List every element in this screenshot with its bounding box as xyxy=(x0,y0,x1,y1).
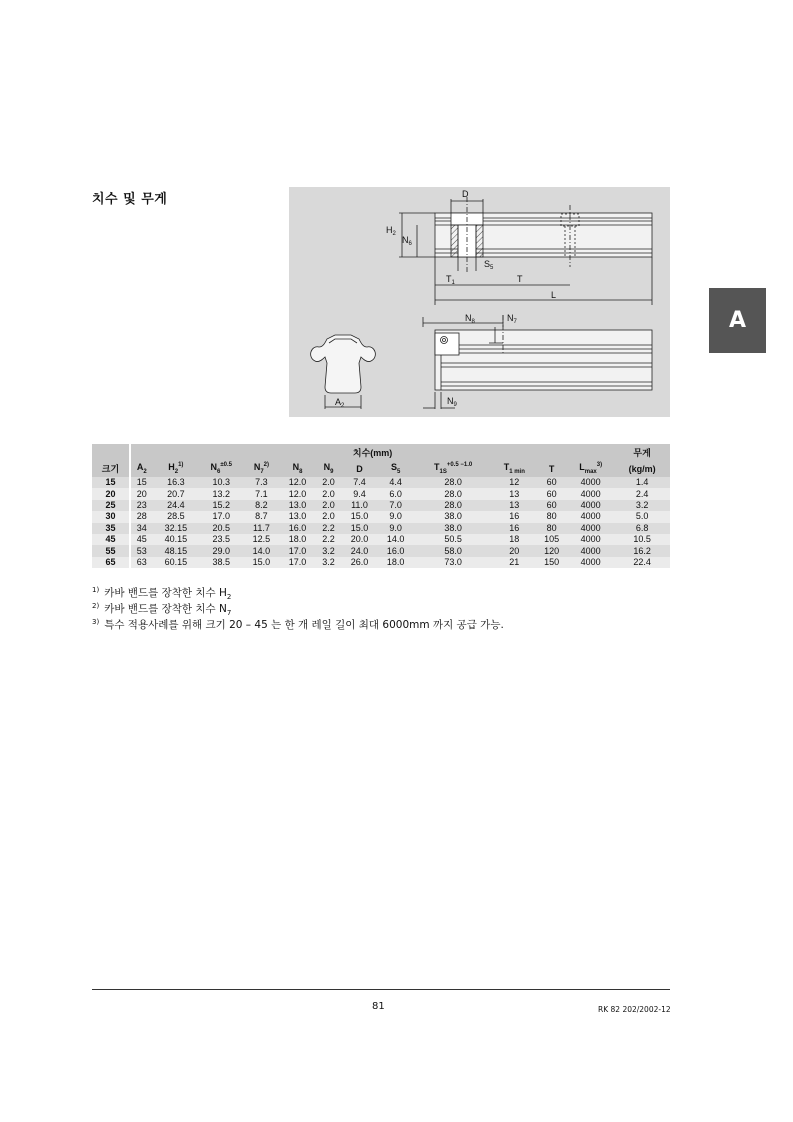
value-cell: 12.0 xyxy=(280,477,316,488)
value-cell: 38.5 xyxy=(199,557,243,568)
footnote: $^{2)}$ 카바 밴드를 장착한 치수 $N_7$ xyxy=(92,601,232,618)
value-cell: 20.7 xyxy=(153,488,199,499)
value-cell: 16.3 xyxy=(153,477,199,488)
value-cell: 28.0 xyxy=(414,488,493,499)
value-cell: 11.7 xyxy=(243,523,279,534)
size-cell: 35 xyxy=(92,523,130,534)
value-cell: 63 xyxy=(130,557,153,568)
label-H2: $H_2$ xyxy=(386,225,396,237)
weight-header: 무게 xyxy=(614,444,670,460)
value-cell: 15.0 xyxy=(341,523,377,534)
table-row xyxy=(92,534,670,545)
value-cell: 6.8 xyxy=(614,523,670,534)
value-cell: 2.0 xyxy=(316,511,342,522)
value-cell: 10.5 xyxy=(614,534,670,545)
value-cell: 60 xyxy=(536,500,567,511)
value-cell: 4000 xyxy=(567,511,614,522)
value-cell: 13.0 xyxy=(280,511,316,522)
value-cell: 7.0 xyxy=(378,500,414,511)
value-cell: 7.3 xyxy=(243,477,279,488)
column-header: $N_7^{2)}$ xyxy=(243,460,279,477)
value-cell: 2.0 xyxy=(316,500,342,511)
label-N7: $N_7$ xyxy=(507,313,517,325)
column-header: 크기 xyxy=(92,460,130,477)
section-title: 치수 및 무게 xyxy=(92,192,168,207)
table-row xyxy=(92,511,670,522)
table-row xyxy=(92,545,670,556)
value-cell: 16.2 xyxy=(614,545,670,556)
value-cell: 2.4 xyxy=(614,488,670,499)
value-cell: 15.2 xyxy=(199,500,243,511)
value-cell: 13 xyxy=(492,500,536,511)
value-cell: 9.0 xyxy=(378,511,414,522)
page-number: 81 xyxy=(372,1001,385,1012)
value-cell: 18.0 xyxy=(378,557,414,568)
value-cell: 10.3 xyxy=(199,477,243,488)
column-header: $A_2$ xyxy=(130,460,153,477)
value-cell: 4000 xyxy=(567,500,614,511)
footnote: $^{3)}$ 특수 적용사례를 위해 크기 20 – 45 는 한 개 레일 길이 최대 6000mm 까지 공급 가능. xyxy=(92,617,504,631)
table-row xyxy=(92,523,670,534)
value-cell: 17.0 xyxy=(280,557,316,568)
value-cell: 8.2 xyxy=(243,500,279,511)
value-cell: 4000 xyxy=(567,488,614,499)
value-cell: 26.0 xyxy=(341,557,377,568)
value-cell: 1.4 xyxy=(614,477,670,488)
label-S5: $S_5$ xyxy=(484,259,494,271)
label-T: T xyxy=(517,274,523,284)
size-cell: 45 xyxy=(92,534,130,545)
value-cell: 24.0 xyxy=(341,545,377,556)
value-cell: 50.5 xyxy=(414,534,493,545)
value-cell: 2.2 xyxy=(316,523,342,534)
value-cell: 15.0 xyxy=(341,511,377,522)
value-cell: 2.0 xyxy=(316,477,342,488)
value-cell: 16.0 xyxy=(378,545,414,556)
value-cell: 18.0 xyxy=(280,534,316,545)
column-header: T xyxy=(536,460,567,477)
value-cell: 13.2 xyxy=(199,488,243,499)
footnotes xyxy=(92,585,504,633)
value-cell: 9.0 xyxy=(378,523,414,534)
value-cell: 6.0 xyxy=(378,488,414,499)
table-row xyxy=(92,488,670,499)
value-cell: 12.0 xyxy=(280,488,316,499)
value-cell: 60 xyxy=(536,488,567,499)
value-cell: 73.0 xyxy=(414,557,493,568)
value-cell: 60 xyxy=(536,477,567,488)
size-cell: 30 xyxy=(92,511,130,522)
value-cell: 20.5 xyxy=(199,523,243,534)
label-N9: $N_9$ xyxy=(447,396,457,408)
value-cell: 29.0 xyxy=(199,545,243,556)
group-header: 치수(mm) xyxy=(130,444,614,460)
column-header: $H_2^{1)}$ xyxy=(153,460,199,477)
column-header: $N_8$ xyxy=(280,460,316,477)
value-cell: 105 xyxy=(536,534,567,545)
value-cell: 20 xyxy=(492,545,536,556)
column-header: $N_6^{\pm 0.5}$ xyxy=(199,460,243,477)
value-cell: 4000 xyxy=(567,477,614,488)
value-cell: 4000 xyxy=(567,523,614,534)
value-cell: 20.0 xyxy=(341,534,377,545)
rail-end-profile xyxy=(311,335,376,409)
column-header: $T_{1S}^{+0.5 -1.0}$ xyxy=(414,460,493,477)
value-cell: 120 xyxy=(536,545,567,556)
value-cell: 40.15 xyxy=(153,534,199,545)
value-cell: 9.4 xyxy=(341,488,377,499)
value-cell: 4000 xyxy=(567,557,614,568)
document-code: RK 82 202/2002-12 xyxy=(598,1005,671,1014)
value-cell: 80 xyxy=(536,523,567,534)
size-cell: 20 xyxy=(92,488,130,499)
footer-rule xyxy=(92,989,670,990)
value-cell: 16.0 xyxy=(280,523,316,534)
size-cell: 55 xyxy=(92,545,130,556)
value-cell: 18 xyxy=(492,534,536,545)
value-cell: 5.0 xyxy=(614,511,670,522)
value-cell: 4000 xyxy=(567,534,614,545)
footnote: $^{1)}$ 카바 밴드를 장착한 치수 $H_2$ xyxy=(92,585,232,602)
rail-side-view xyxy=(399,197,652,305)
column-header: (kg/m) xyxy=(614,460,670,477)
value-cell: 3.2 xyxy=(316,545,342,556)
value-cell: 38.0 xyxy=(414,511,493,522)
value-cell: 14.0 xyxy=(378,534,414,545)
table-body xyxy=(92,477,670,568)
value-cell: 13 xyxy=(492,488,536,499)
value-cell: 21 xyxy=(492,557,536,568)
value-cell: 3.2 xyxy=(614,500,670,511)
value-cell: 16 xyxy=(492,511,536,522)
value-cell: 48.15 xyxy=(153,545,199,556)
column-header-row xyxy=(92,460,670,477)
value-cell: 17.0 xyxy=(280,545,316,556)
value-cell: 53 xyxy=(130,545,153,556)
value-cell: 32.15 xyxy=(153,523,199,534)
value-cell: 28 xyxy=(130,511,153,522)
value-cell: 4.4 xyxy=(378,477,414,488)
value-cell: 11.0 xyxy=(341,500,377,511)
column-header: $N_9$ xyxy=(316,460,342,477)
value-cell: 13.0 xyxy=(280,500,316,511)
value-cell: 12 xyxy=(492,477,536,488)
value-cell: 12.5 xyxy=(243,534,279,545)
size-cell: 65 xyxy=(92,557,130,568)
value-cell: 15.0 xyxy=(243,557,279,568)
rail-cover-band-view xyxy=(423,315,652,409)
value-cell: 15 xyxy=(130,477,153,488)
column-header: D xyxy=(341,460,377,477)
value-cell: 58.0 xyxy=(414,545,493,556)
value-cell: 2.0 xyxy=(316,488,342,499)
value-cell: 20 xyxy=(130,488,153,499)
value-cell: 3.2 xyxy=(316,557,342,568)
value-cell: 7.1 xyxy=(243,488,279,499)
value-cell: 16 xyxy=(492,523,536,534)
value-cell: 150 xyxy=(536,557,567,568)
value-cell: 17.0 xyxy=(199,511,243,522)
value-cell: 7.4 xyxy=(341,477,377,488)
value-cell: 24.4 xyxy=(153,500,199,511)
size-cell: 15 xyxy=(92,477,130,488)
chapter-tab: A xyxy=(709,288,766,353)
label-D: D xyxy=(462,189,469,199)
value-cell: 60.15 xyxy=(153,557,199,568)
value-cell: 23.5 xyxy=(199,534,243,545)
value-cell: 28.0 xyxy=(414,500,493,511)
label-T1: $T_1$ xyxy=(446,274,455,286)
size-cell: 25 xyxy=(92,500,130,511)
dimension-drawing xyxy=(289,187,670,417)
label-N8: $N_8$ xyxy=(465,313,475,325)
label-N6: $N_6$ xyxy=(402,235,412,247)
table-row xyxy=(92,500,670,511)
column-header: $S_5$ xyxy=(378,460,414,477)
value-cell: 14.0 xyxy=(243,545,279,556)
value-cell: 8.7 xyxy=(243,511,279,522)
dimension-table xyxy=(92,444,670,568)
value-cell: 22.4 xyxy=(614,557,670,568)
table-row xyxy=(92,557,670,568)
value-cell: 23 xyxy=(130,500,153,511)
value-cell: 28.0 xyxy=(414,477,493,488)
value-cell: 45 xyxy=(130,534,153,545)
value-cell: 34 xyxy=(130,523,153,534)
value-cell: 38.0 xyxy=(414,523,493,534)
value-cell: 28.5 xyxy=(153,511,199,522)
label-A2: $A_2$ xyxy=(335,397,345,409)
label-L: L xyxy=(551,290,557,300)
value-cell: 80 xyxy=(536,511,567,522)
column-header: $L_{max}^{3)}$ xyxy=(567,460,614,477)
value-cell: 4000 xyxy=(567,545,614,556)
column-header: $T_{1 min}$ xyxy=(492,460,536,477)
table-row xyxy=(92,477,670,488)
value-cell: 2.2 xyxy=(316,534,342,545)
